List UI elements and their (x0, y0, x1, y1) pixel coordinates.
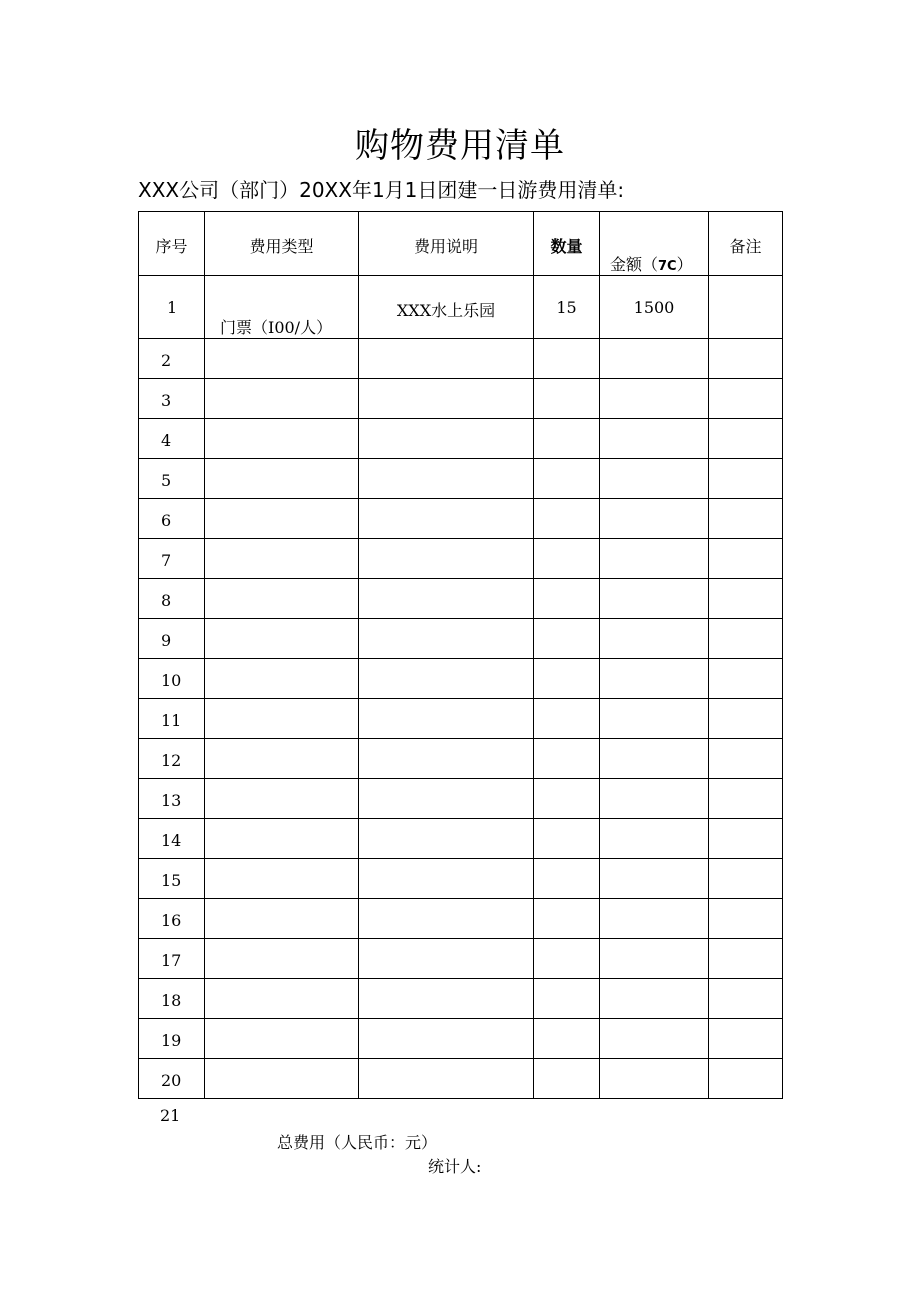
cell-seq (139, 659, 205, 699)
cell-amount: 1500 (600, 276, 709, 339)
table-body (139, 339, 783, 1099)
cell-amount (600, 579, 709, 619)
table-row (139, 699, 783, 739)
cell-seq (139, 459, 205, 499)
cell-qty (534, 339, 600, 379)
total-label: 总费用（人民币：元） (277, 1133, 438, 1152)
cell-type (205, 739, 359, 779)
expense-table (138, 211, 783, 1099)
table-row (139, 739, 783, 779)
row-number: 10 (161, 671, 182, 690)
cell-desc (359, 539, 534, 579)
table-header-row (139, 212, 783, 276)
table-row (139, 499, 783, 539)
table-row (139, 899, 783, 939)
cell-type (205, 1059, 359, 1099)
table-row (139, 339, 783, 379)
cell-type (205, 619, 359, 659)
cell-note (709, 899, 783, 939)
table-row (139, 1059, 783, 1099)
cell-seq (139, 1019, 205, 1059)
cell-seq (139, 859, 205, 899)
cell-qty (534, 1059, 600, 1099)
cell-note (709, 939, 783, 979)
cell-amount (600, 739, 709, 779)
cell-desc (359, 859, 534, 899)
row-number: 19 (161, 1031, 182, 1050)
table-row (139, 859, 783, 899)
cell-amount (600, 699, 709, 739)
cell-type (205, 779, 359, 819)
cell-type (205, 499, 359, 539)
table-row (139, 979, 783, 1019)
cell-amount (600, 939, 709, 979)
cell-seq (139, 1059, 205, 1099)
cell-desc: XXX水上乐园 (359, 276, 534, 339)
cell-type (205, 419, 359, 459)
row-number: 8 (161, 591, 172, 610)
trailing-row-number: 21 (160, 1106, 181, 1125)
cell-qty (534, 779, 600, 819)
cell-qty (534, 619, 600, 659)
cell-type (205, 899, 359, 939)
row-number: 6 (161, 511, 172, 530)
cell-type (205, 539, 359, 579)
cell-qty (534, 739, 600, 779)
row-number: 2 (161, 351, 172, 370)
cell-qty (534, 859, 600, 899)
cell-amount (600, 659, 709, 699)
cell-seq (139, 819, 205, 859)
cell-amount (600, 1059, 709, 1099)
row-number: 16 (161, 911, 182, 930)
header-cell-amount (600, 212, 709, 276)
row-number: 11 (161, 711, 182, 730)
cell-seq (139, 979, 205, 1019)
table-row (139, 579, 783, 619)
cell-qty (534, 819, 600, 859)
cell-type (205, 859, 359, 899)
cell-desc (359, 739, 534, 779)
cell-desc (359, 779, 534, 819)
row-number: 3 (161, 391, 172, 410)
cell-amount (600, 619, 709, 659)
table-row (139, 1019, 783, 1059)
row-number: 14 (161, 831, 182, 850)
cell-type (205, 939, 359, 979)
cell-desc (359, 379, 534, 419)
cell-seq (139, 939, 205, 979)
cell-desc (359, 899, 534, 939)
cell-note (709, 979, 783, 1019)
cell-type (205, 979, 359, 1019)
cell-seq (139, 699, 205, 739)
counter-label: 统计人: (428, 1157, 482, 1176)
cell-type (205, 459, 359, 499)
amount-header-suffix: ） (676, 255, 693, 274)
amount-header-unit: 7C (658, 259, 677, 274)
page-title: 购物费用清单 (355, 126, 565, 166)
cell-desc (359, 979, 534, 1019)
cell-note (709, 819, 783, 859)
cell-desc (359, 619, 534, 659)
cell-type (205, 659, 359, 699)
cell-seq (139, 539, 205, 579)
cell-amount (600, 859, 709, 899)
cell-note (709, 1059, 783, 1099)
cell-desc (359, 1019, 534, 1059)
cell-amount (600, 419, 709, 459)
cell-note (709, 419, 783, 459)
header-cell-desc: 费用说明 (359, 212, 534, 276)
cell-amount (600, 539, 709, 579)
row-number: 9 (161, 631, 172, 650)
table-row (139, 939, 783, 979)
document-subtitle: XXX公司（部门）20XX年1月1日团建一日游费用清单: (138, 178, 625, 202)
table-row (139, 379, 783, 419)
table-row (139, 619, 783, 659)
cell-amount (600, 499, 709, 539)
cell-seq: 1 (139, 276, 205, 339)
cell-qty (534, 379, 600, 419)
cell-note (709, 459, 783, 499)
cell-note (709, 379, 783, 419)
cell-type (205, 819, 359, 859)
cell-desc (359, 659, 534, 699)
cell-desc (359, 459, 534, 499)
cell-qty (534, 539, 600, 579)
cell-amount (600, 1019, 709, 1059)
cell-note (709, 659, 783, 699)
cell-seq (139, 339, 205, 379)
cell-note (709, 579, 783, 619)
row-number: 18 (161, 991, 182, 1010)
cell-note (709, 499, 783, 539)
row-number: 13 (161, 791, 182, 810)
cell-qty (534, 419, 600, 459)
cell-type (205, 699, 359, 739)
header-cell-seq: 序号 (139, 212, 205, 276)
cell-seq (139, 579, 205, 619)
cell-note (709, 1019, 783, 1059)
cell-type (205, 579, 359, 619)
cell-note (709, 779, 783, 819)
cell-note (709, 339, 783, 379)
cell-qty (534, 899, 600, 939)
cell-desc (359, 939, 534, 979)
header-cell-qty: 数量 (534, 212, 600, 276)
cell-qty (534, 1019, 600, 1059)
cell-seq (139, 899, 205, 939)
cell-amount (600, 779, 709, 819)
table-row (139, 779, 783, 819)
row-number: 7 (161, 551, 172, 570)
cell-desc (359, 419, 534, 459)
row-number: 5 (161, 471, 172, 490)
cell-qty (534, 579, 600, 619)
cell-seq (139, 499, 205, 539)
cell-seq (139, 739, 205, 779)
cell-qty (534, 699, 600, 739)
row-number: 4 (161, 431, 172, 450)
cell-amount (600, 379, 709, 419)
cell-type: 门票（I00/人） (205, 276, 359, 339)
cell-qty (534, 939, 600, 979)
cell-qty (534, 979, 600, 1019)
cell-seq (139, 779, 205, 819)
cell-amount (600, 979, 709, 1019)
cell-desc (359, 339, 534, 379)
cell-note (709, 276, 783, 339)
cell-desc (359, 699, 534, 739)
table-row (139, 819, 783, 859)
cell-type (205, 339, 359, 379)
cell-desc (359, 579, 534, 619)
cell-note (709, 859, 783, 899)
cell-note (709, 699, 783, 739)
header-cell-type: 费用类型 (205, 212, 359, 276)
cell-amount (600, 899, 709, 939)
cell-amount (600, 819, 709, 859)
table-row (139, 276, 783, 339)
cell-desc (359, 819, 534, 859)
amount-header-label: 金额（ (610, 255, 659, 274)
table-row (139, 459, 783, 499)
cell-note (709, 739, 783, 779)
row-number: 17 (161, 951, 182, 970)
row-number: 15 (161, 871, 182, 890)
table-row (139, 659, 783, 699)
header-cell-note: 备注 (709, 212, 783, 276)
cell-type (205, 379, 359, 419)
cell-qty (534, 659, 600, 699)
cell-seq (139, 379, 205, 419)
cell-qty (534, 499, 600, 539)
cell-qty: 15 (534, 276, 600, 339)
row-number: 20 (161, 1071, 182, 1090)
cell-note (709, 539, 783, 579)
table-row (139, 539, 783, 579)
cell-note (709, 619, 783, 659)
cell-amount (600, 459, 709, 499)
row-number: 12 (161, 751, 182, 770)
cell-desc (359, 499, 534, 539)
cell-type (205, 1019, 359, 1059)
cell-seq (139, 619, 205, 659)
table-row (139, 419, 783, 459)
cell-qty (534, 459, 600, 499)
cell-amount (600, 339, 709, 379)
cell-seq (139, 419, 205, 459)
cell-desc (359, 1059, 534, 1099)
